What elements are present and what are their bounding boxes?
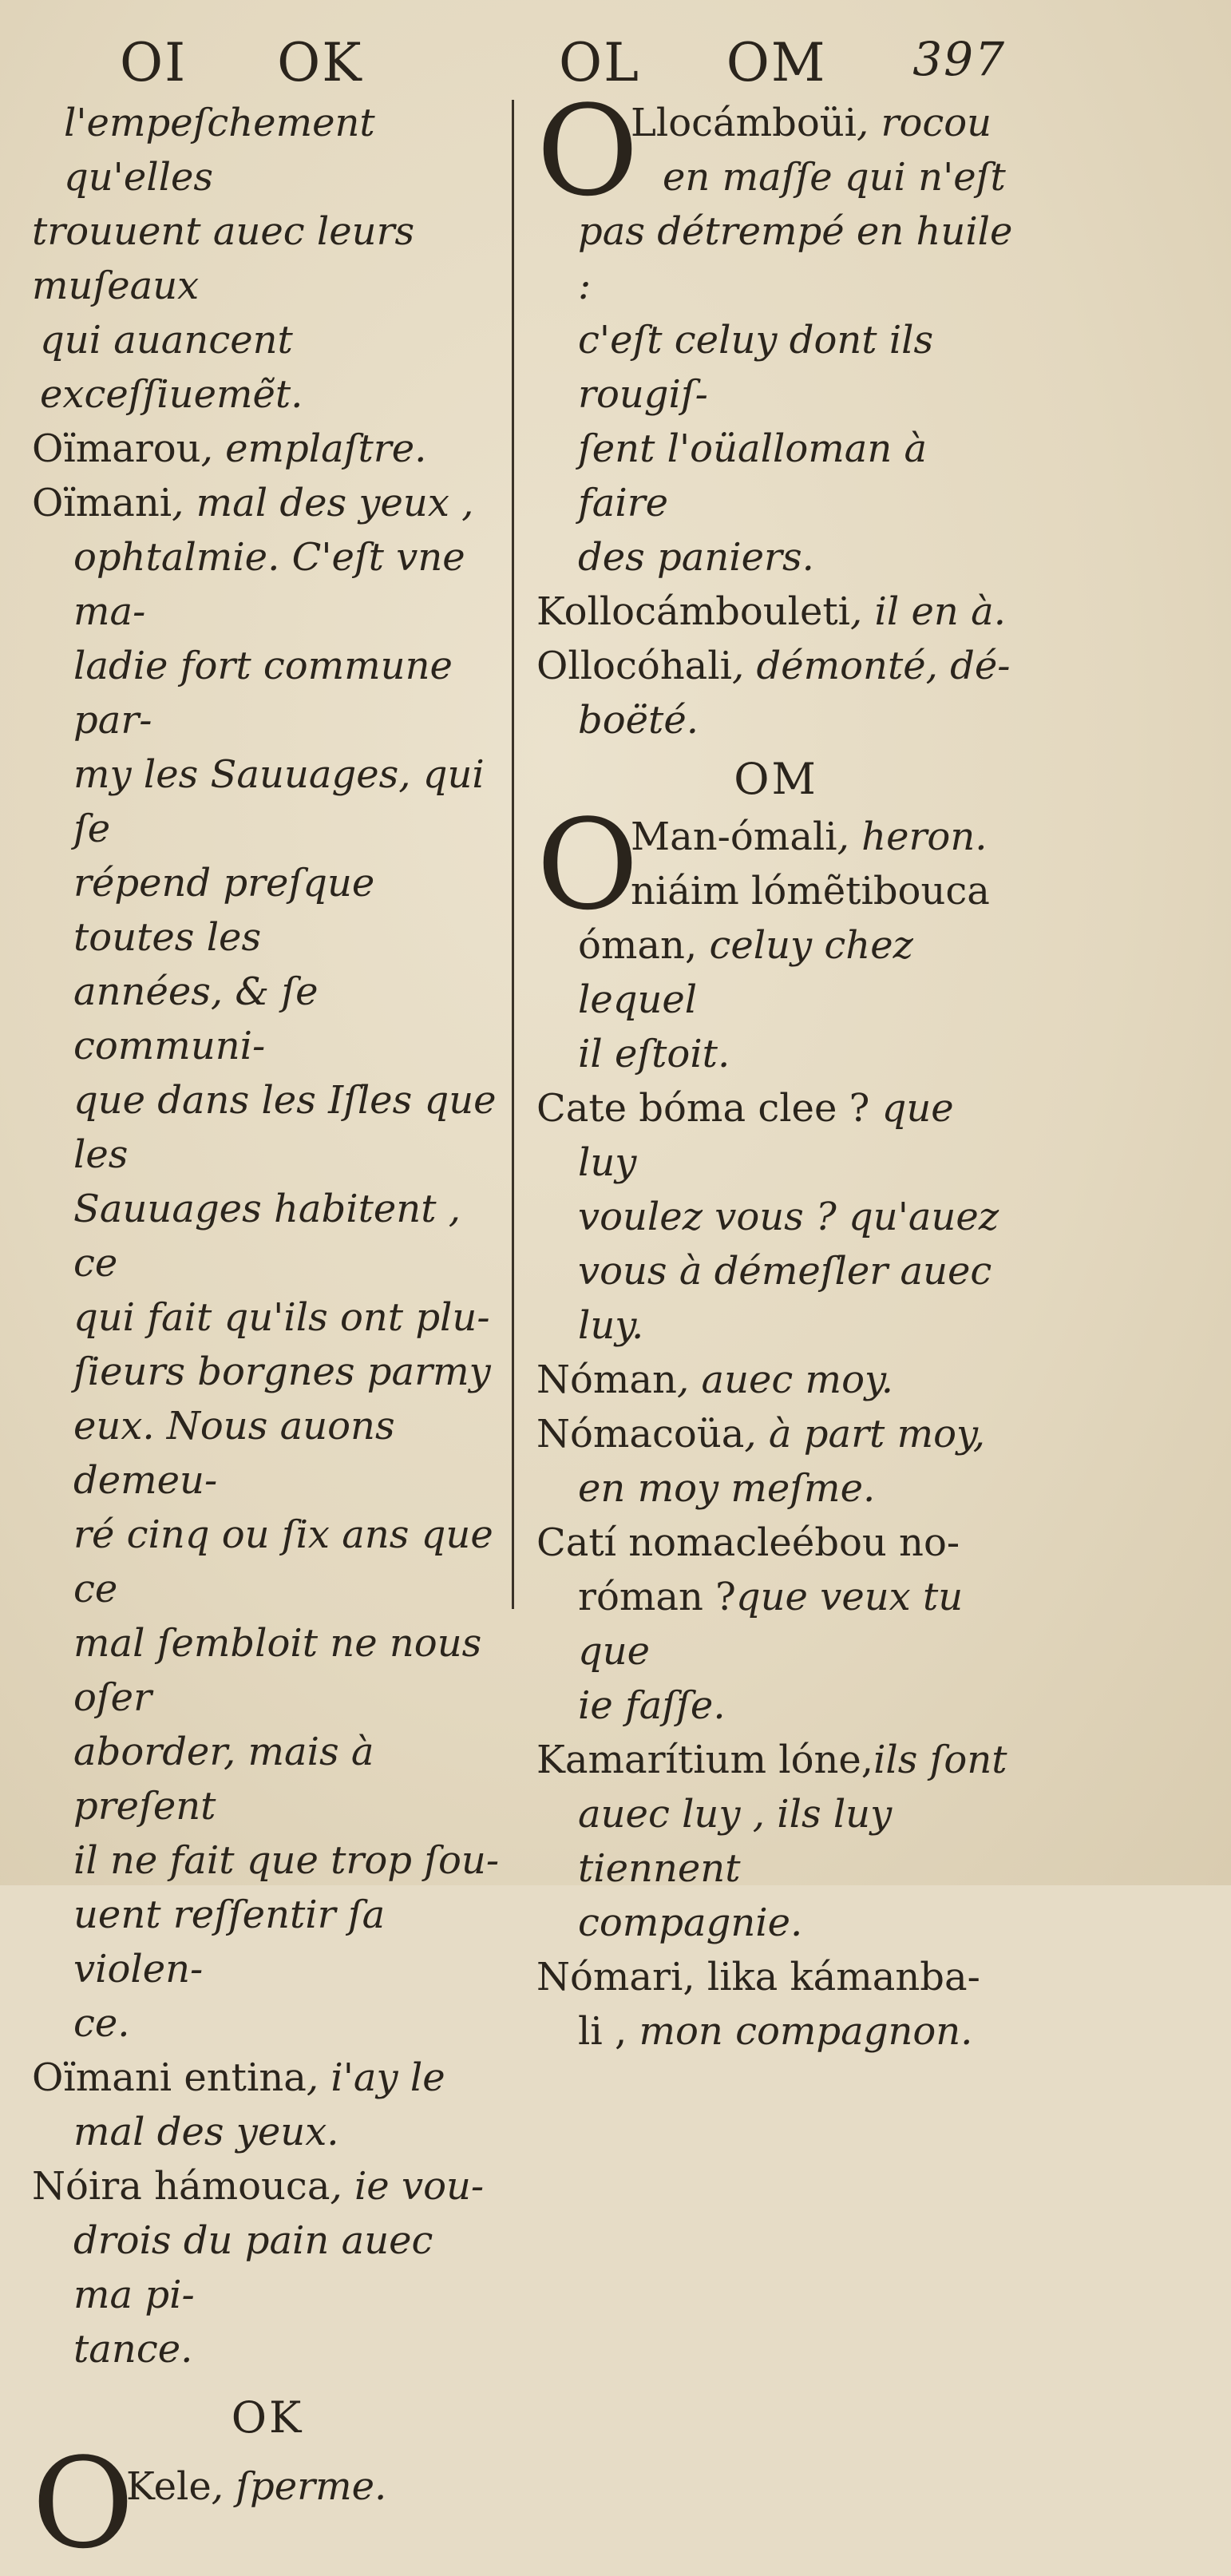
definition-line: ſent l'oüalloman à faire: [578, 426, 928, 525]
entry-line: [536, 1570, 1015, 1678]
entry-cati: [536, 1516, 1015, 1570]
headword: Oïmani entina: [32, 2055, 307, 2100]
page-number: 397: [912, 32, 1006, 86]
definition: ils ſont: [873, 1738, 1007, 1782]
definition-line: ſieurs borgnes parmy: [73, 1349, 491, 1394]
definition-line: répend preſque toutes les: [73, 861, 375, 960]
definition-line: uent reſſentir ſa violen-: [73, 1892, 386, 1991]
column-divider: [512, 100, 514, 1609]
entry-cate: [536, 1081, 1015, 1190]
definition-line: Sauuages habitent , ce: [73, 1187, 461, 1286]
headword: Ollocóhali: [536, 644, 732, 688]
headword: Llocámboüi: [631, 101, 857, 145]
entry-oimani-entina: [32, 2051, 503, 2105]
headword: Cate bóma clee ?: [536, 1086, 870, 1131]
entry-okele: [32, 2431, 503, 2576]
definition-line: auec luy , ils luy tiennent: [578, 1792, 893, 1891]
definition-line: boëté.: [578, 698, 699, 743]
headword: Nóman: [536, 1357, 677, 1402]
intro-line: trouuent auec leurs muſeaux: [32, 209, 415, 308]
headword: Kollocámbouleti: [536, 589, 851, 634]
entry-noira: [32, 2159, 503, 2213]
definition-line: c'eſt celuy dont ils rougiſ-: [578, 318, 934, 417]
definition-line: ie faſſe.: [578, 1683, 726, 1728]
definition-line: tance.: [73, 2327, 193, 2372]
definition-line: my les Sauuages, qui ſe: [73, 752, 485, 851]
definition-line: années, & ſe communi-: [73, 969, 319, 1068]
entry-ollocohali: [536, 639, 1015, 693]
definition: , heron.: [837, 814, 988, 859]
definition: , à part moy,: [744, 1412, 985, 1456]
definition: , i'ay le: [306, 2055, 445, 2100]
entry-oimani: [32, 476, 503, 530]
definition: , démonté, dé-: [731, 644, 1011, 688]
definition-line: aborder, mais à preſent: [73, 1730, 374, 1829]
definition-line: que dans les Iſles que les: [73, 1078, 497, 1177]
drop-cap: O: [536, 78, 639, 224]
entry-line: [631, 810, 1015, 864]
definition-line: compagnie.: [578, 1900, 803, 1945]
headword: li ,: [578, 2009, 627, 2054]
definition-line: eux. Nous auons demeu-: [73, 1404, 395, 1503]
definition: , ſperme.: [211, 2464, 387, 2509]
definition-line: voulez vous ? qu'auez: [578, 1195, 999, 1239]
definition-line: il ne fait que trop ſou-: [73, 1838, 500, 1883]
headword: óman,: [578, 923, 698, 968]
entry-line: [631, 96, 1015, 150]
definition-line: des paniers.: [578, 535, 814, 580]
intro-line: l'empeſchement qu'elles: [64, 101, 375, 200]
definition: mon compagnon.: [639, 2009, 973, 2054]
definition-line: en moy meſme.: [578, 1466, 876, 1511]
headword: Oïmani: [32, 481, 172, 525]
header-right-guide-1: OL: [559, 32, 640, 93]
definition: , rocou: [857, 101, 992, 145]
definition-line: ophtalmie. C'eſt vne ma-: [73, 535, 465, 634]
headword: Kele: [126, 2464, 212, 2509]
entry-ollocamboui: [536, 78, 1015, 224]
headword: Nómacoüa: [536, 1412, 745, 1456]
definition-line: mal ſembloit ne nous oſer: [73, 1621, 482, 1720]
drop-cap: O: [536, 792, 639, 937]
entry-line: niáim lómẽtibouca: [631, 869, 990, 913]
definition-line: ce.: [73, 2001, 130, 2046]
section-heading-ok: OK: [231, 2392, 304, 2443]
definition: , auec moy.: [676, 1357, 893, 1402]
right-column: [536, 78, 1015, 2059]
definition: , mal des yeux ,: [172, 481, 474, 525]
definition-line: ré cinq ou ſix ans que ce: [73, 1512, 493, 1611]
definition-line: drois du pain auec ma pi-: [73, 2218, 433, 2317]
definition-line: pas détrempé en huile :: [578, 209, 1013, 308]
header-left-guide-1: OI: [120, 32, 188, 93]
definition: , emplaſtre.: [200, 426, 427, 471]
entry-line: [126, 2448, 503, 2514]
entry-oman: [536, 792, 1015, 937]
header-left: [120, 32, 435, 93]
definition: celuy chez lequel: [578, 923, 913, 1022]
entry-line: [536, 2004, 1015, 2059]
headword: Man-ómali: [631, 814, 837, 859]
definition: , ie vou-: [330, 2164, 485, 2209]
entry-noman: [536, 1353, 1015, 1407]
definition-line: en maſſe qui n'eſt: [663, 155, 1006, 200]
definition-line: il eſtoit.: [578, 1032, 730, 1076]
section-heading-om: OM: [734, 754, 818, 804]
definition-line: mal des yeux.: [73, 2110, 339, 2154]
headword: Kamarítium lóne,: [536, 1738, 874, 1782]
headword: róman ?: [578, 1575, 736, 1619]
definition: que luy: [578, 1086, 954, 1185]
entry-oimarou: [32, 422, 503, 476]
drop-cap: O: [32, 2431, 134, 2576]
entry-nomari: [536, 1950, 1015, 2004]
entry-kollocambouleti: [536, 585, 1015, 639]
definition-line: qui fait qu'ils ont plu-: [73, 1295, 490, 1340]
definition-line: ladie fort commune par-: [73, 644, 453, 743]
definition: , il en à.: [850, 589, 1006, 634]
header-right-guide-2: OM: [726, 32, 827, 93]
left-column: [32, 96, 503, 2576]
intro-line: qui auancent exceſſiuemẽt.: [40, 318, 303, 417]
entry-kamaritium: [536, 1733, 1015, 1787]
definition-line: luy.: [578, 1303, 644, 1348]
header-left-guide-2: OK: [277, 32, 363, 93]
headword: Catí nomacleébou no-: [536, 1520, 960, 1565]
headword: Oïmarou: [32, 426, 201, 471]
definition-line: vous à démeſler auec: [578, 1249, 992, 1294]
definition: que veux tu que: [578, 1575, 964, 1674]
entry-nomacoua: [536, 1407, 1015, 1461]
headword: Nóira hámouca: [32, 2164, 331, 2209]
headword: Nómari, lika kámanba-: [536, 1955, 980, 1999]
